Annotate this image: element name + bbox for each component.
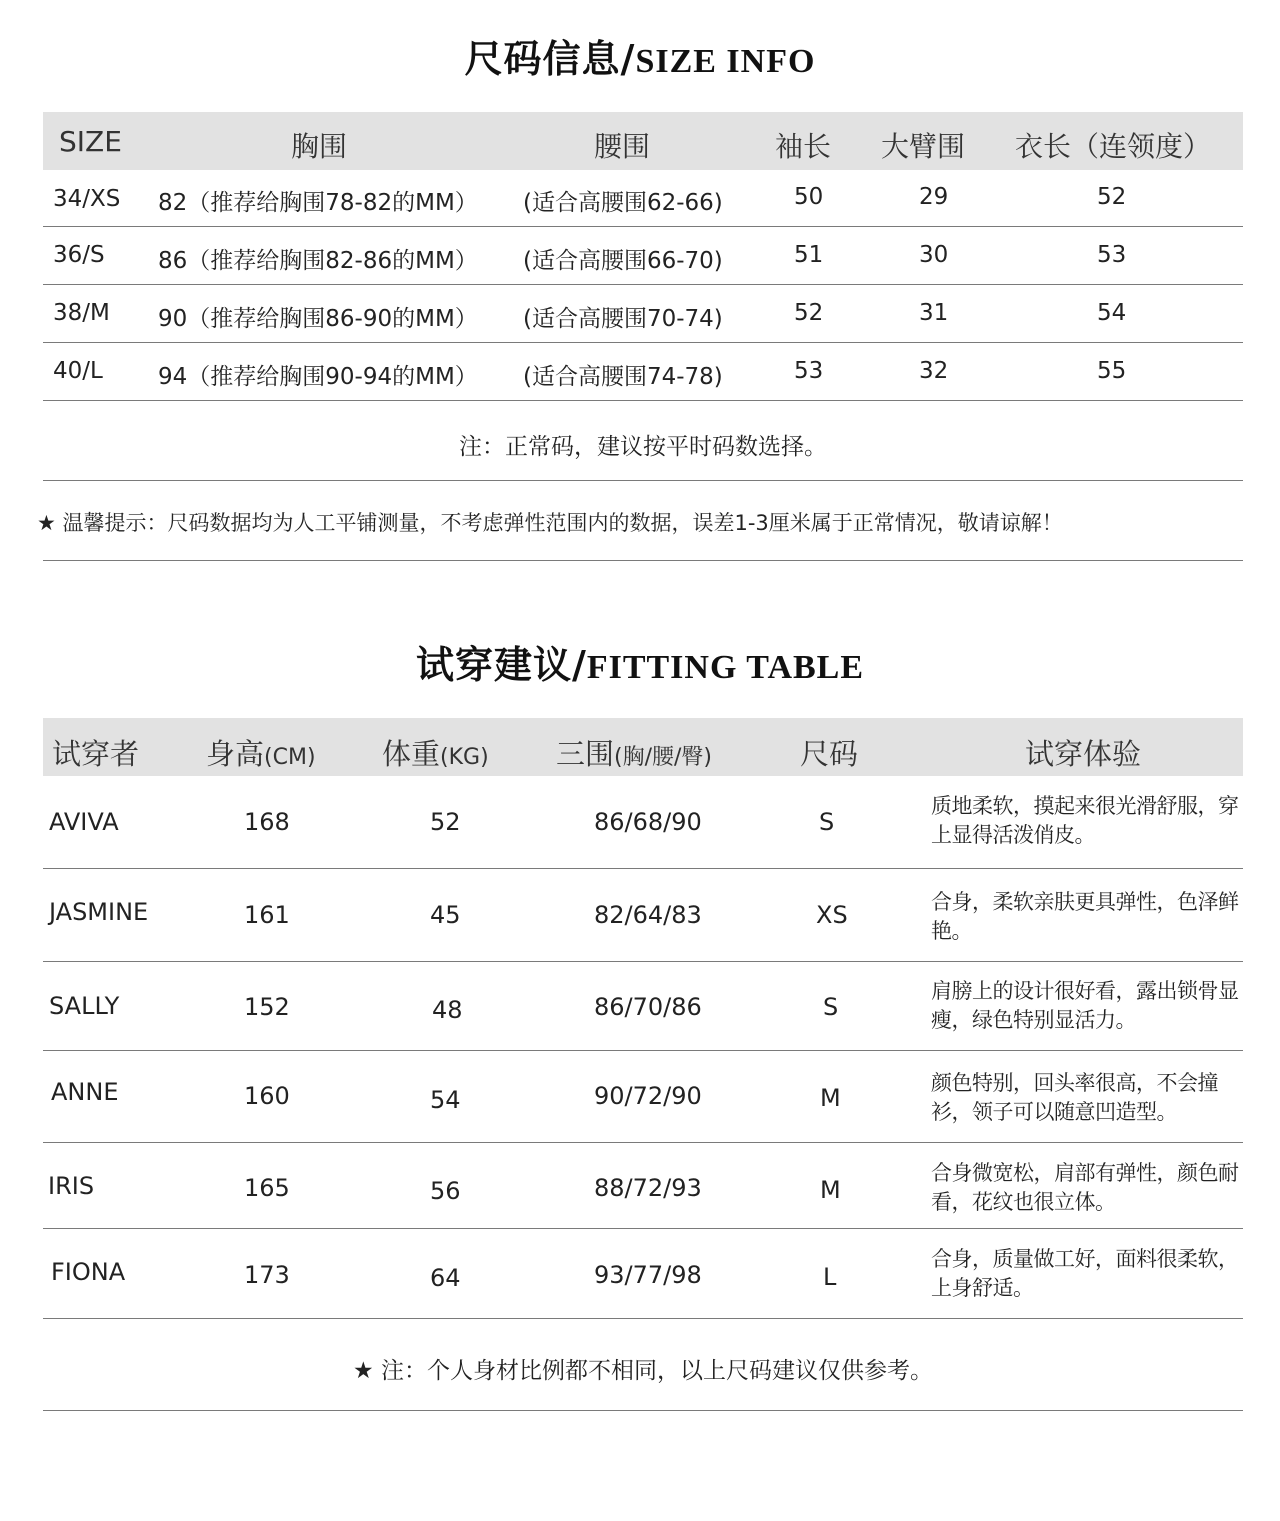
header-measurements	[556, 732, 712, 773]
header-weight-unit: (KG)	[440, 745, 489, 770]
divider	[43, 342, 1243, 343]
cell-experience: 肩膀上的设计很好看，露出锁骨显瘦，绿色特别显活力。	[931, 979, 1239, 1032]
header-arm: 大臂围	[881, 130, 966, 163]
cell-height: 165	[244, 1174, 290, 1202]
cell-experience: 合身微宽松，肩部有弹性，颜色耐看，花纹也很立体。	[931, 1161, 1239, 1214]
fitting-table	[43, 718, 1243, 1412]
size-info-title	[0, 28, 1280, 83]
divider	[43, 1410, 1243, 1411]
size-table-header	[43, 112, 1243, 170]
cell-weight: 52	[430, 808, 461, 836]
header-bust: 胸围	[291, 130, 348, 163]
divider	[43, 560, 1243, 561]
cell-bust: 94（推荐给胸围90-94的MM）	[158, 364, 478, 390]
cell-experience: 质地柔软，摸起来很光滑舒服，穿上显得活泼俏皮。	[931, 794, 1239, 847]
size-row	[43, 228, 1243, 286]
fitting-table-title	[0, 634, 1280, 689]
divider	[43, 400, 1243, 401]
cell-size: M	[820, 1084, 841, 1112]
divider	[43, 226, 1243, 227]
cell-measurements: 90/72/90	[594, 1082, 702, 1110]
header-experience: 试穿体验	[1025, 737, 1142, 771]
header-height-unit: (CM)	[264, 745, 316, 770]
header-tester: 试穿者	[52, 737, 140, 771]
cell-waist: (适合高腰围70-74)	[523, 306, 723, 332]
header-weight	[382, 732, 489, 773]
size-note: 注：正常码，建议按平时码数选择。	[459, 434, 827, 460]
cell-length: 53	[1097, 242, 1127, 268]
header-measurements-unit: (胸/腰/臀)	[614, 745, 713, 770]
cell-length: 54	[1097, 300, 1127, 326]
cell-height: 152	[244, 993, 290, 1021]
cell-weight: 64	[430, 1264, 461, 1292]
size-info-title-en: SIZE INFO	[635, 43, 816, 80]
header-size: SIZE	[59, 125, 122, 158]
cell-size: XS	[816, 901, 848, 929]
size-row	[43, 170, 1243, 228]
cell-measurements: 88/72/93	[594, 1174, 702, 1202]
fitting-row	[43, 869, 1243, 961]
fitting-title-cn: 试穿建议/	[415, 643, 587, 687]
cell-height: 173	[244, 1261, 290, 1289]
cell-size: 40/L	[53, 358, 103, 384]
header-size: 尺码	[800, 737, 859, 771]
cell-arm: 30	[919, 242, 949, 268]
header-weight-label: 体重	[382, 737, 441, 771]
cell-height: 168	[244, 808, 290, 836]
fitting-title-en: FITTING TABLE	[586, 649, 865, 686]
cell-weight: 45	[430, 901, 461, 929]
cell-name: AVIVA	[49, 808, 119, 836]
cell-bust: 86（推荐给胸围82-86的MM）	[158, 248, 478, 274]
cell-size: 36/S	[53, 242, 105, 268]
cell-measurements: 93/77/98	[594, 1261, 702, 1289]
cell-experience: 合身，柔软亲肤更具弹性，色泽鲜艳。	[931, 890, 1239, 943]
cell-size: M	[820, 1176, 841, 1204]
header-height	[206, 732, 316, 773]
cell-weight: 54	[430, 1086, 461, 1114]
size-info-table	[37, 112, 1243, 562]
cell-name: IRIS	[48, 1172, 95, 1200]
cell-waist: (适合高腰围74-78)	[523, 364, 723, 390]
cell-sleeve: 51	[794, 242, 824, 268]
size-tip: ★ 温馨提示：尺码数据均为人工平铺测量，不考虑弹性范围内的数据，误差1-3厘米属于正常情况，敬请谅解！	[37, 511, 1063, 535]
cell-experience: 颜色特别，回头率很高，不会撞衫，领子可以随意凹造型。	[931, 1071, 1218, 1124]
cell-weight: 56	[430, 1177, 461, 1205]
header-sleeve: 袖长	[775, 130, 832, 163]
cell-size: S	[823, 993, 839, 1021]
cell-measurements: 86/68/90	[594, 808, 702, 836]
cell-arm: 29	[919, 184, 949, 210]
cell-size: L	[823, 1263, 837, 1291]
cell-size: 34/XS	[53, 186, 121, 212]
cell-sleeve: 50	[794, 184, 824, 210]
header-waist: 腰围	[594, 130, 651, 163]
cell-size: S	[819, 808, 835, 836]
cell-bust: 82（推荐给胸围78-82的MM）	[158, 190, 478, 216]
fitting-row	[43, 1051, 1243, 1142]
fitting-row	[43, 1143, 1243, 1228]
cell-waist: (适合高腰围66-70)	[523, 248, 723, 274]
cell-sleeve: 53	[794, 358, 824, 384]
cell-measurements: 86/70/86	[594, 993, 702, 1021]
cell-size: 38/M	[53, 300, 110, 326]
size-row	[43, 344, 1243, 402]
cell-name: ANNE	[51, 1078, 119, 1106]
cell-length: 55	[1097, 358, 1127, 384]
cell-name: SALLY	[49, 992, 120, 1020]
fitting-row	[43, 1229, 1243, 1318]
cell-sleeve: 52	[794, 300, 824, 326]
size-info-title-cn: 尺码信息/	[464, 37, 636, 81]
cell-height: 161	[244, 901, 290, 929]
cell-arm: 31	[919, 300, 949, 326]
fitting-row	[43, 776, 1243, 868]
cell-experience: 合身，质量做工好，面料很柔软，上身舒适。	[931, 1247, 1239, 1300]
cell-arm: 32	[919, 358, 949, 384]
divider	[43, 480, 1243, 481]
cell-height: 160	[244, 1082, 290, 1110]
cell-bust: 90（推荐给胸围86-90的MM）	[158, 306, 478, 332]
cell-name: FIONA	[51, 1258, 126, 1286]
header-height-label: 身高	[206, 737, 265, 771]
cell-waist: (适合高腰围62-66)	[523, 190, 723, 216]
fitting-table-header	[43, 718, 1243, 776]
header-length: 衣长（连领度）	[1015, 130, 1212, 163]
cell-name: JASMINE	[49, 898, 149, 926]
divider	[43, 284, 1243, 285]
divider	[43, 1318, 1243, 1319]
cell-weight: 48	[432, 996, 463, 1024]
cell-measurements: 82/64/83	[594, 901, 702, 929]
size-row	[43, 286, 1243, 344]
fitting-note: ★ 注：个人身材比例都不相同，以上尺码建议仅供参考。	[353, 1358, 933, 1384]
cell-length: 52	[1097, 184, 1127, 210]
header-measurements-label: 三围	[556, 737, 615, 771]
fitting-row	[43, 962, 1243, 1050]
